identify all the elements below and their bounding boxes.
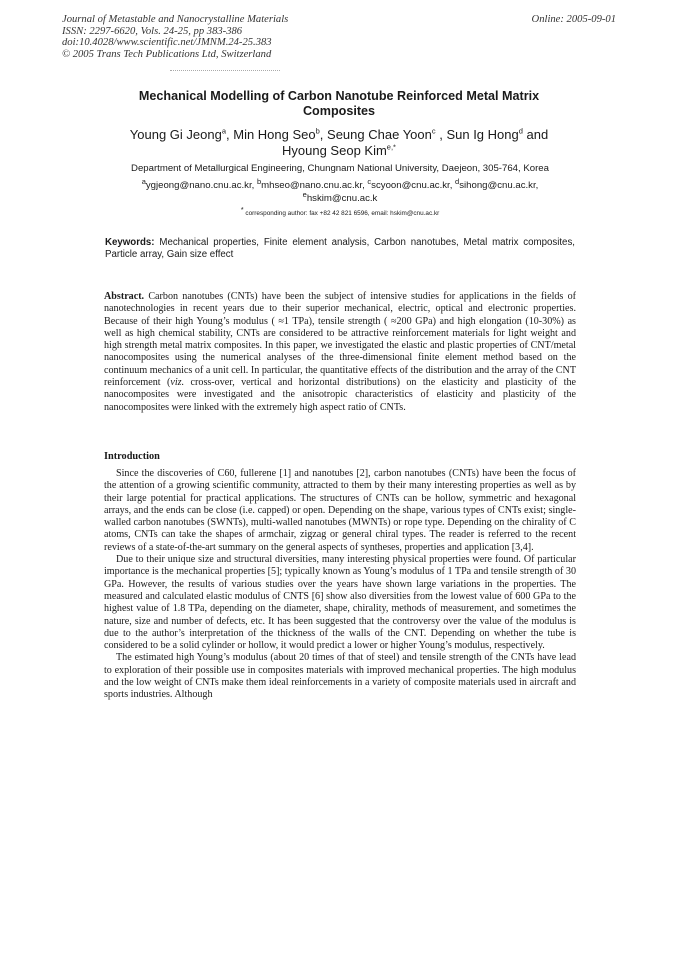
paper-title: Mechanical Modelling of Carbon Nanotube Reinforced Metal Matrix Composites xyxy=(138,89,540,118)
author-name: Hyoung Seop Kim xyxy=(282,142,387,158)
introduction-body xyxy=(104,468,576,702)
keywords-text: Mechanical properties, Finite element analysis, Carbon nanotubes, Metal matrix composites, Particle array, Gain size effect xyxy=(105,237,575,260)
corresponding-author: * corresponding author: fax +82 42 821 6596, email: hskim@cnu.ac.kr xyxy=(240,205,440,218)
author-sup: a xyxy=(221,126,226,136)
author-name: Seung Chae Yoon xyxy=(327,127,432,142)
header-divider xyxy=(170,70,280,71)
author-sup: e,* xyxy=(386,142,396,152)
paragraph: The estimated high Young’s modulus (about 20 times of that of steel) and tensile strength of the CNTs have lead to exploration of their possible use in composites materials with improved mechanical properties. The high modulus and the low weight of CNTs make them ideal reinforcements in a variety of composite materials used in aircraft and sports industries. Although xyxy=(104,652,576,701)
journal-name: Journal of Metastable and Nanocrystalline Materials xyxy=(62,14,289,25)
journal-header xyxy=(62,14,616,60)
author-emails: $^a$ygjeong@nano.cnu.ac.kr, $^b$mhseo@nano.cnu.ac.kr, $^c$scyoon@cnu.ac.kr, $^d$sihong@cnu.ac.kr, $^e$hskim@cnu.ac.k xyxy=(141,176,539,204)
abstract-label: Abstract. xyxy=(104,291,145,302)
doi-line: doi:10.4028/www.scientific.net/JMNM.24-25.383 xyxy=(62,37,272,49)
affiliation: Department of Metallurgical Engineering, Chungnam National University, Daejeon, 305-764, Korea xyxy=(131,163,549,174)
email-link[interactable]: mhseo@nano.cnu.ac.kr, xyxy=(261,180,365,191)
email-link[interactable]: hskim@cnu.ac.k xyxy=(306,192,378,204)
author-sup: d xyxy=(518,126,523,136)
author-name: Young Gi Jeong xyxy=(129,127,222,142)
keywords-label: Keywords: xyxy=(105,237,155,248)
email-link[interactable]: ygjeong@nano.cnu.ac.kr, xyxy=(145,180,255,191)
author-sup: b xyxy=(315,126,320,136)
author-list: Young Gi Jeong$^a$, Min Hong Seo$^b$, Seung Chae Yoon$^c$ , Sun Ig Hong$^d$ and Hyoung Seop Kim$^{e,*}$ xyxy=(129,126,549,158)
copyright-line: © 2005 Trans Tech Publications Ltd, Switzerland xyxy=(62,48,272,60)
issn-line: ISSN: 2297-6620, Vols. 24-25, pp 383-386 xyxy=(62,25,243,37)
abstract: Abstract. Carbon nanotubes (CNTs) have been the subject of intensive studies for applications in the fields of nanotechnologies in recent years due to their superior mechanical, electric, optical and electronic properties. Because of their high Young’s modulus ( ≈1 TPa), tensile strength ( ≈200 GPa) and high elongation (10-30%) as well as high chemical stability, CNTs are considered to be attractive reinforcement materials for light weight and high strength metal matrix composites. In this paper, we investigated the elastic and plastic properties of CNT/metal nanocomposites using the numerical analyses of the three-dimensional finite element method based on the continuum mechanics of a unit cell. In particular, the quantitative effects of the distribution and the array of the CNT reinforcement (viz. cross-over, vertical and horizontal distributions) on the elasticity and plasticity of the nanocomposites were investigated and the anisotropic characteristics of elasticity and plasticity of the nanocomposites were linked with the extremely high aspect ratio of CNTs. xyxy=(104,291,576,413)
paragraph: Due to their unique size and structural diversities, many interesting physical properties were found. Of particular importance is the mechanical properties [5]; typically known as Young’s modulus of 1 TPa and tensile strength of 30 GPa. However, the results of various studies over the years have shown large variations in the properties. The measured and calculated elastic modulus of CNTS [6] show also diversities from the lowest value of 600 GPa to the highest value of 1.8 TPa, depending on the diameter, shape, chirality, methods of measurement, and sometimes the nature, size and number of defects, etc. It has been suggested that the controversy over the value of the modulus is due to the author’s interpretation of the thickness of the walls of the CNT. Depending on whether the tube is considered to be a solid cylinder or hollow, it would predict a lower or higher Young’s modulus, respectively. xyxy=(104,554,576,652)
author-name: Min Hong Seo xyxy=(233,127,316,142)
paragraph: Since the discoveries of C60, fullerene [1] and nanotubes [2], carbon nanotubes (CNTs) have been the focus of the attention of a growing scientific community, attracted to them by their many interesting properties as well as by their large potential for practical applications. The structures of CNTs can be hollow, symmetric and hexagonal arrays, and the ends can be close (i.e. capped) or open. Depending on the shape, various types of CNTs exist; single-walled carbon nanotubes (SWNTs), multi-walled nanotubes (MWNTs) or rope type. Depending on the chirality of C atoms, CNTs can take the shapes of armchair, zigzag or general chiral types. The reader is referred to the recent reviews of a state-of-the-art summary on the general aspects of syntheses, properties and application [3,4]. xyxy=(104,468,576,553)
author-name: Sun Ig Hong xyxy=(446,127,519,142)
author-sup: c xyxy=(431,126,436,136)
online-date: Online: 2005-09-01 xyxy=(531,14,616,25)
email-link[interactable]: sihong@cnu.ac.kr, xyxy=(459,180,539,191)
section-heading-introduction: Introduction xyxy=(104,451,160,462)
email-link[interactable]: scyoon@cnu.ac.kr, xyxy=(371,180,453,191)
keywords xyxy=(105,237,575,261)
